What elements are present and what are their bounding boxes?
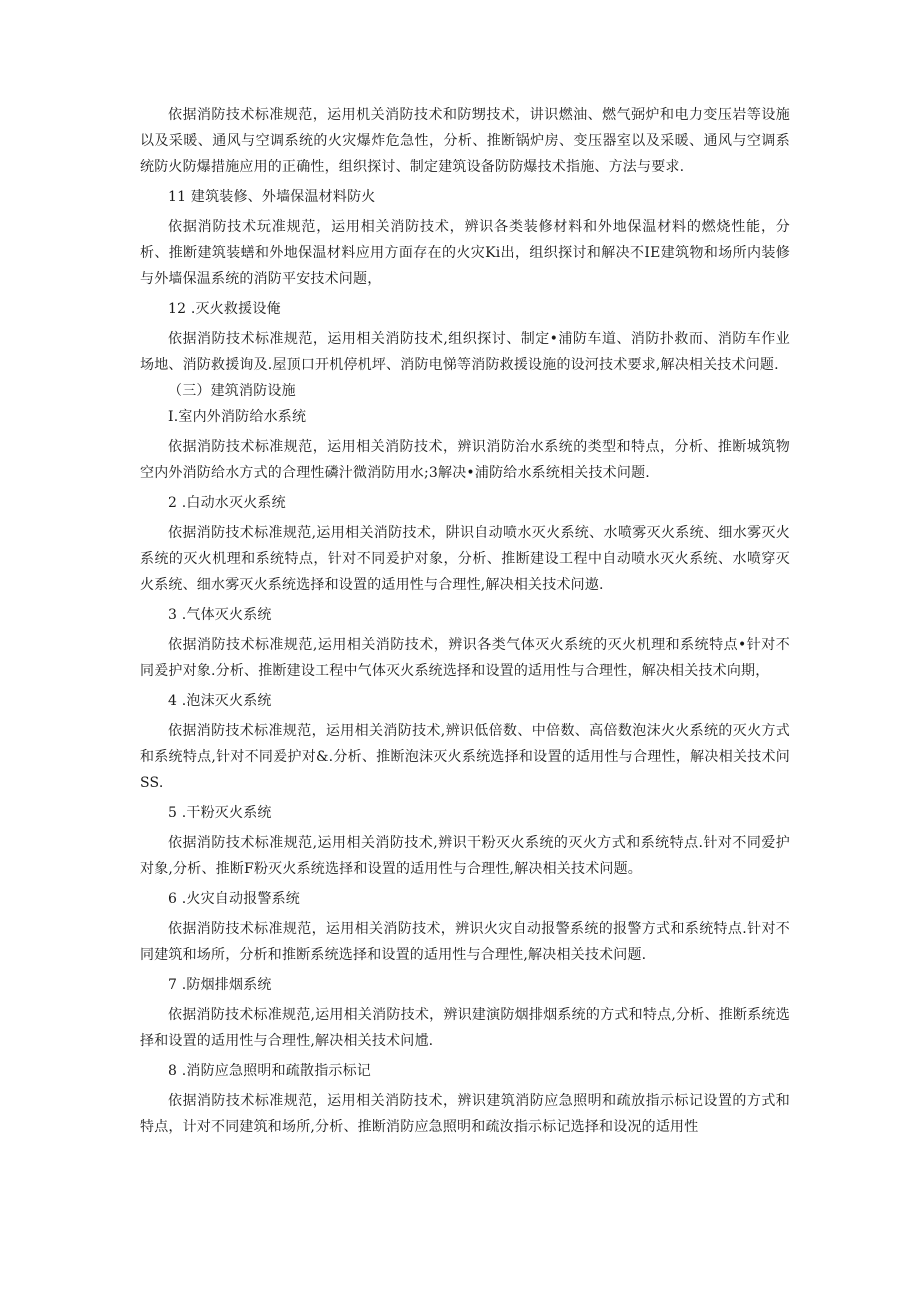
paragraph-dry-powder: 依据消防技术标准规范,运用相关消防技术,辨识干粉灭火系统的灭火方式和系统特点.针对不同爱护对象,分析、推断F粉灭火系统选择和设置的适用性与合理性,解决相关技术问题。 [140,835,790,877]
heading-5-dry-powder: 5 .干粉灭火系统 [168,805,272,821]
paragraph-foam: 依据消防技术标准规范，运用相关消防技术,辨识低倍数、中倍数、高倍数泡沫火火系统的灭火方式和系统特点,针对不同爰护对&.分析、推断泡沫灭火系统选择和设置的适用性与合理性，解决相关技术问SS. [140,723,790,791]
heading-11-decoration-insulation: 11 建筑装修、外墙保温材料防火 [168,189,376,205]
heading-6-fire-alarm: 6 .火灾自动报警系统 [168,891,301,907]
paragraph-heating-ventilation: 依据消防技术标准规范，运用机关消防技术和防甥技术，讲识燃油、燃气弼炉和电力变压岩等设施以及采暖、通风与空调系统的火灾爆炸危急性，分析、推断锅炉房、变压器室以及采暖、通风与空调系统防火防爆措施应用的正确性，组织探讨、制定建筑设备防防爆技术指施、方法与要求. [140,107,790,175]
heading-2-sprinkler: 2 .白动水灭火系统 [168,495,286,511]
heading-12-rescue-facilities: 12 .灭火救援设俺 [168,301,281,317]
paragraph-rescue-facilities: 依据消防技术标准规范，运用相关消防技术,组织探讨、制定•浦防车道、消防扑救而、消防车作业场地、消防救援询及.屋顶口开机停机坪、消防电悌等消防救援设施的设河技术要求,解决相关技术问题. [140,331,790,373]
document-page [140,102,790,1140]
paragraph-water-supply: 依据消防技术标准规范，运用相关消防技术，辨识消防治水系统的类型和特点，分析、推断城筑物空内外消防给水方式的合理性磷汁微消防用水;3解决•浦防给水系统相关技术问题. [140,439,790,481]
heading-4-foam: 4 .泡沫灭火系统 [168,693,272,709]
paragraph-fire-alarm: 依据消防技术标准规范，运用相关消防技术，辨识火灾自动报警系统的报警方式和系统特点.针对不同建筑和场所，分析和推断系统选择和设置的适用性与合理性,解决相关技术问题. [140,921,790,963]
paragraph-smoke-control: 依据消防技术标准规范,运用相关消防技术，辨识建演防烟排烟系统的方式和特点,分析、推断系统选择和设置的适用性与合理性,解决相关技术问尳. [140,1007,790,1049]
heading-8-emergency-lighting: 8 .消防应急照明和疏散指示标记 [168,1063,372,1079]
heading-section-3-fire-facilities: （三）建筑消防设施 [168,383,296,399]
heading-7-smoke-control: 7 .防烟排烟系统 [168,977,272,993]
paragraph-decoration-insulation: 依据消防技术玩准规范，运用相关消防技术，辨识各类装修材料和外地保温材料的燃烧性能，分析、推断建筑装蟮和外地保温材料应用方面存在的火灾Ki出，组织探讨和解决不IE建筑物和场所内装修与外墙保温系统的消防平安技术问题， [140,219,790,287]
heading-3-gas-extinguishing: 3 .气体灭火系统 [168,607,272,623]
paragraph-sprinkler: 依据消防技术标准规范,运用相关消防技术，阱识自动喷水灭火系统、水喷雾灭火系统、细水雾灭火系统的灭火机理和系统特点，针对不同爰护对象，分析、推断建设工程中自动喷水灭火系统、水喷穿灭火系统、细水雾灭火系统选择和设置的适用性与合理性,解决相关技术问遨. [140,525,790,593]
paragraph-gas-extinguishing: 依据消防技术标准规范,运用相关消防技术，辨识各类气体灭火系统的灭火机理和系统特点•针对不同爰护对象.分析、推断建设工程中气体灭火系统选择和设置的适用性与合理性，解决相关技术向期， [140,637,790,679]
heading-1-water-supply: I.室内外消防给水系统 [168,409,307,425]
paragraph-emergency-lighting: 依据消防技术标准规范，运用相关消防技术，辨识建筑消防应急照明和疏放指示标记设置的方式和特点，计对不同建筑和场所,分析、推断消防应急照明和疏汝指示标记选择和设况的适用性 [140,1093,790,1135]
